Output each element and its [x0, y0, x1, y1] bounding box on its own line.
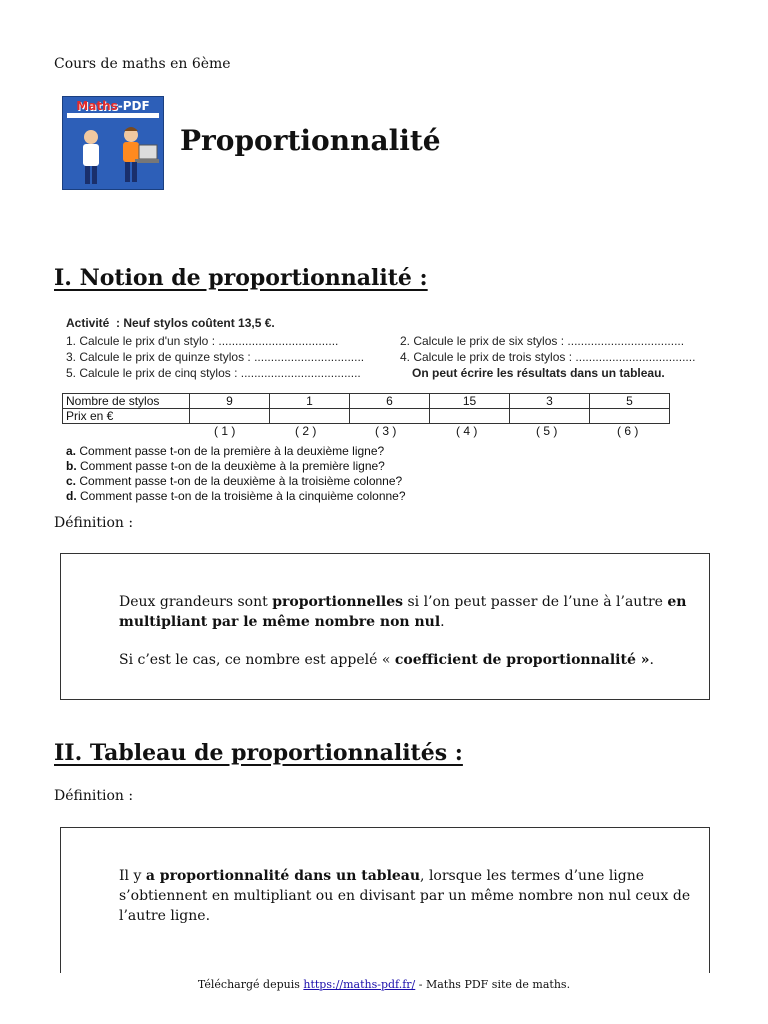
table-cell: 15	[430, 394, 510, 409]
table-cell: 3	[510, 394, 590, 409]
page-title: Proportionnalité	[180, 124, 441, 157]
section-title-notion: I. Notion de proportionnalité :	[54, 265, 428, 291]
table-cell-empty	[190, 409, 270, 424]
table-cell: 6	[350, 394, 430, 409]
definition-text: Il y a proportionnalité dans un tableau, lorsque les termes d’une ligne s’obtiennent en multipliant ou en divisant par un même nombre non nul ceux de l’autre ligne.	[119, 868, 691, 924]
table-cell: 5	[590, 394, 670, 409]
maths-pdf-logo: Maths-PDF	[62, 96, 164, 190]
table-header-cell: Prix en €	[63, 409, 190, 424]
table-cell-empty	[510, 409, 590, 424]
column-index: ( 5 )	[536, 424, 558, 438]
maths-pdf-link[interactable]: https://maths-pdf.fr/	[303, 978, 416, 991]
column-index: ( 1 )	[214, 424, 236, 438]
table-header-cell: Nombre de stylos	[63, 394, 190, 409]
table-row	[63, 409, 670, 424]
list-item: d. Comment passe t-on de la troisième à la cinquième colonne?	[66, 489, 406, 503]
definition-label: Définition :	[54, 515, 134, 531]
table-cell-empty	[350, 409, 430, 424]
activity-title: Activité : Neuf stylos coûtent 13,5 €.	[66, 316, 275, 330]
column-index: ( 3 )	[375, 424, 397, 438]
list-item: b. Comment passe t-on de la deuxième à la première ligne?	[66, 459, 385, 473]
activity-note: On peut écrire les résultats dans un tableau.	[412, 366, 665, 380]
table-row	[63, 394, 670, 409]
activity-item: 1. Calcule le prix d'un stylo : ....................................	[66, 334, 339, 348]
activity-item: 3. Calcule le prix de quinze stylos : .................................	[66, 350, 365, 364]
table-cell-empty	[590, 409, 670, 424]
table-cell-empty	[430, 409, 510, 424]
column-index: ( 4 )	[456, 424, 478, 438]
table-cell: 1	[270, 394, 350, 409]
table-cell: 9	[190, 394, 270, 409]
stylos-table	[62, 393, 670, 424]
course-label: Cours de maths en 6ème	[54, 56, 231, 72]
definition-text: Si c’est le cas, ce nombre est appelé « coefficient de proportionnalité ».	[119, 652, 654, 668]
definition-box	[60, 827, 710, 973]
page-footer: Téléchargé depuis https://maths-pdf.fr/ - Maths PDF site de maths.	[197, 978, 571, 991]
definition-label: Définition :	[54, 788, 134, 804]
list-item: a. Comment passe t-on de la première à la deuxième ligne?	[66, 444, 385, 458]
logo-illustration-icon	[63, 97, 163, 189]
column-index: ( 6 )	[617, 424, 639, 438]
activity-item: 5. Calcule le prix de cinq stylos : ....................................	[66, 366, 361, 380]
definition-text: Deux grandeurs sont proportionnelles si l’on peut passer de l’une à l’autre en multipliant par le même nombre non nul.	[119, 594, 687, 630]
definition-box	[60, 553, 710, 700]
question-list	[66, 444, 406, 504]
activity-item: 2. Calcule le prix de six stylos : ...................................	[400, 334, 685, 348]
table-cell-empty	[270, 409, 350, 424]
activity-item: 4. Calcule le prix de trois stylos : ....................................	[400, 350, 696, 364]
section-title-tableau: II. Tableau de proportionnalités :	[54, 740, 463, 766]
column-index: ( 2 )	[295, 424, 317, 438]
list-item: c. Comment passe t-on de la deuxième à la troisième colonne?	[66, 474, 403, 488]
